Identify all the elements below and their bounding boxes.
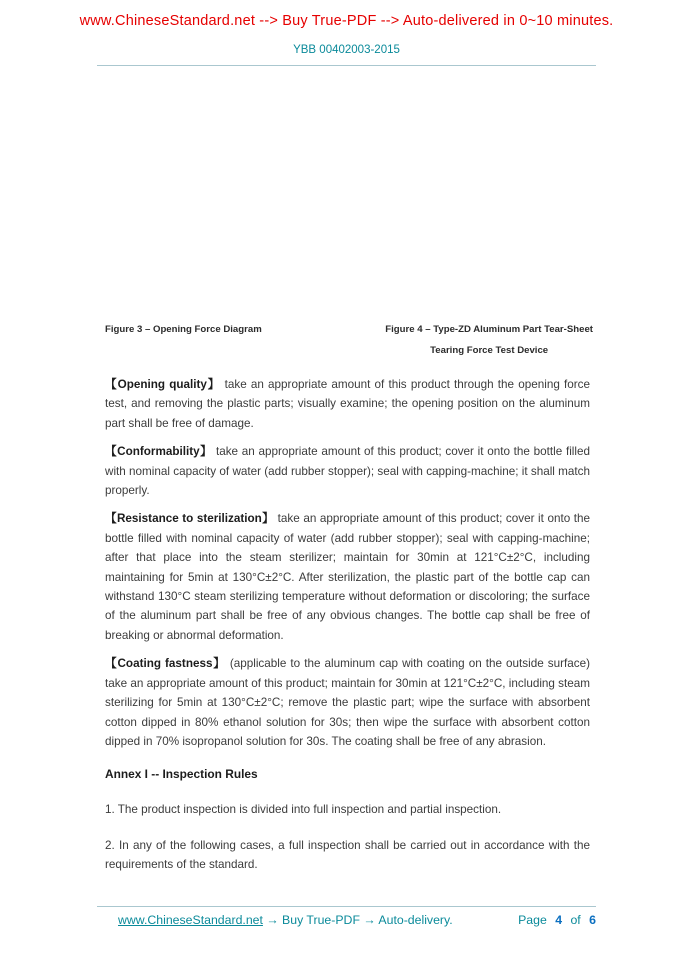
figure3-caption: Figure 3 – Opening Force Diagram xyxy=(105,324,262,335)
paragraph-text: take an appropriate amount of this product; cover it onto the bottle filled with nominal capacity of water (add rubber stopper); seal with capping-machine; after that place into the steam sterilizer; maintain for 30min at 121°C±2°C, including maintaining for 5min at 130°C±2°C. After sterilization, the plastic part of the bottle cap can withstand 130°C steam sterilizing temperature without deformation or discoloring; the surface of the aluminum part shall be free of any obvious changes. The bottle cap shall be free of breaking or abnormal deformation. xyxy=(105,512,590,642)
paragraph-conformability xyxy=(105,442,590,500)
figure-area xyxy=(0,66,693,319)
footer-link[interactable]: www.ChineseStandard.net xyxy=(118,913,263,927)
paragraph-text: (applicable to the aluminum cap with coating on the outside surface) take an appropriate amount of this product; maintain for 30min at 121°C±2°C, including steam sterilizing for 5min at 130°C±2°C; remove the plastic part; wipe the surface with absorbent cotton dipped in 80% ethanol solution for 30s; then wipe the surface with absorbent cotton dipped in 70% isopropanol solution for 30s. The coating shall be free of any abrasion. xyxy=(105,657,590,748)
inspection-rule-item-1: 1. The product inspection is divided into full inspection and partial inspection. xyxy=(105,803,502,817)
figure4-caption-line2: Tearing Force Test Device xyxy=(430,345,549,356)
page-number: 4 xyxy=(555,913,563,927)
paragraph-coating-fastness xyxy=(105,654,590,751)
page-indicator xyxy=(513,913,596,927)
of-label: of xyxy=(570,913,581,927)
paragraph-resistance-to-sterilization xyxy=(105,509,590,645)
paragraph-text: take an appropriate amount of this product through the opening force test, and removing the plastic parts; visually examine; the opening position on the aluminum part shall be free of damage. xyxy=(105,378,591,430)
document-body xyxy=(0,361,693,875)
paragraph-lead: 【Resistance to sterilization】 xyxy=(105,512,275,526)
page-label: Page xyxy=(518,913,547,927)
figure-captions xyxy=(0,319,693,361)
annex-heading: Annex I -- Inspection Rules xyxy=(105,767,258,782)
promo-banner: www.ChineseStandard.net --> Buy True-PDF --> Auto-delivered in 0~10 minutes. xyxy=(79,13,614,29)
paragraph-lead: 【Opening quality】 xyxy=(105,378,221,391)
inspection-rule-item-2: 2. In any of the following cases, a full inspection shall be carried out in accordance with the requirements of the standard. xyxy=(105,838,590,872)
paragraph-opening-quality xyxy=(105,375,590,433)
footer-tagline-text: → Buy True-PDF → Auto-delivery. xyxy=(262,913,453,927)
footer-tagline xyxy=(118,913,453,927)
page-footer xyxy=(0,906,693,927)
paragraph-text: take an appropriate amount of this product; cover it onto the bottle filled with nominal capacity of water (add rubber stopper); seal with capping-machine; it shall match properly. xyxy=(105,445,590,498)
doc-number: YBB 00402003-2015 xyxy=(293,44,400,56)
paragraph-lead: 【Conformability】 xyxy=(105,445,213,459)
page-total: 6 xyxy=(589,913,596,927)
figure4-caption-line1: Figure 4 – Type-ZD Aluminum Part Tear-Sheet xyxy=(385,324,593,335)
paragraph-lead: 【Coating fastness】 xyxy=(105,657,226,671)
figure4-caption xyxy=(385,319,593,361)
